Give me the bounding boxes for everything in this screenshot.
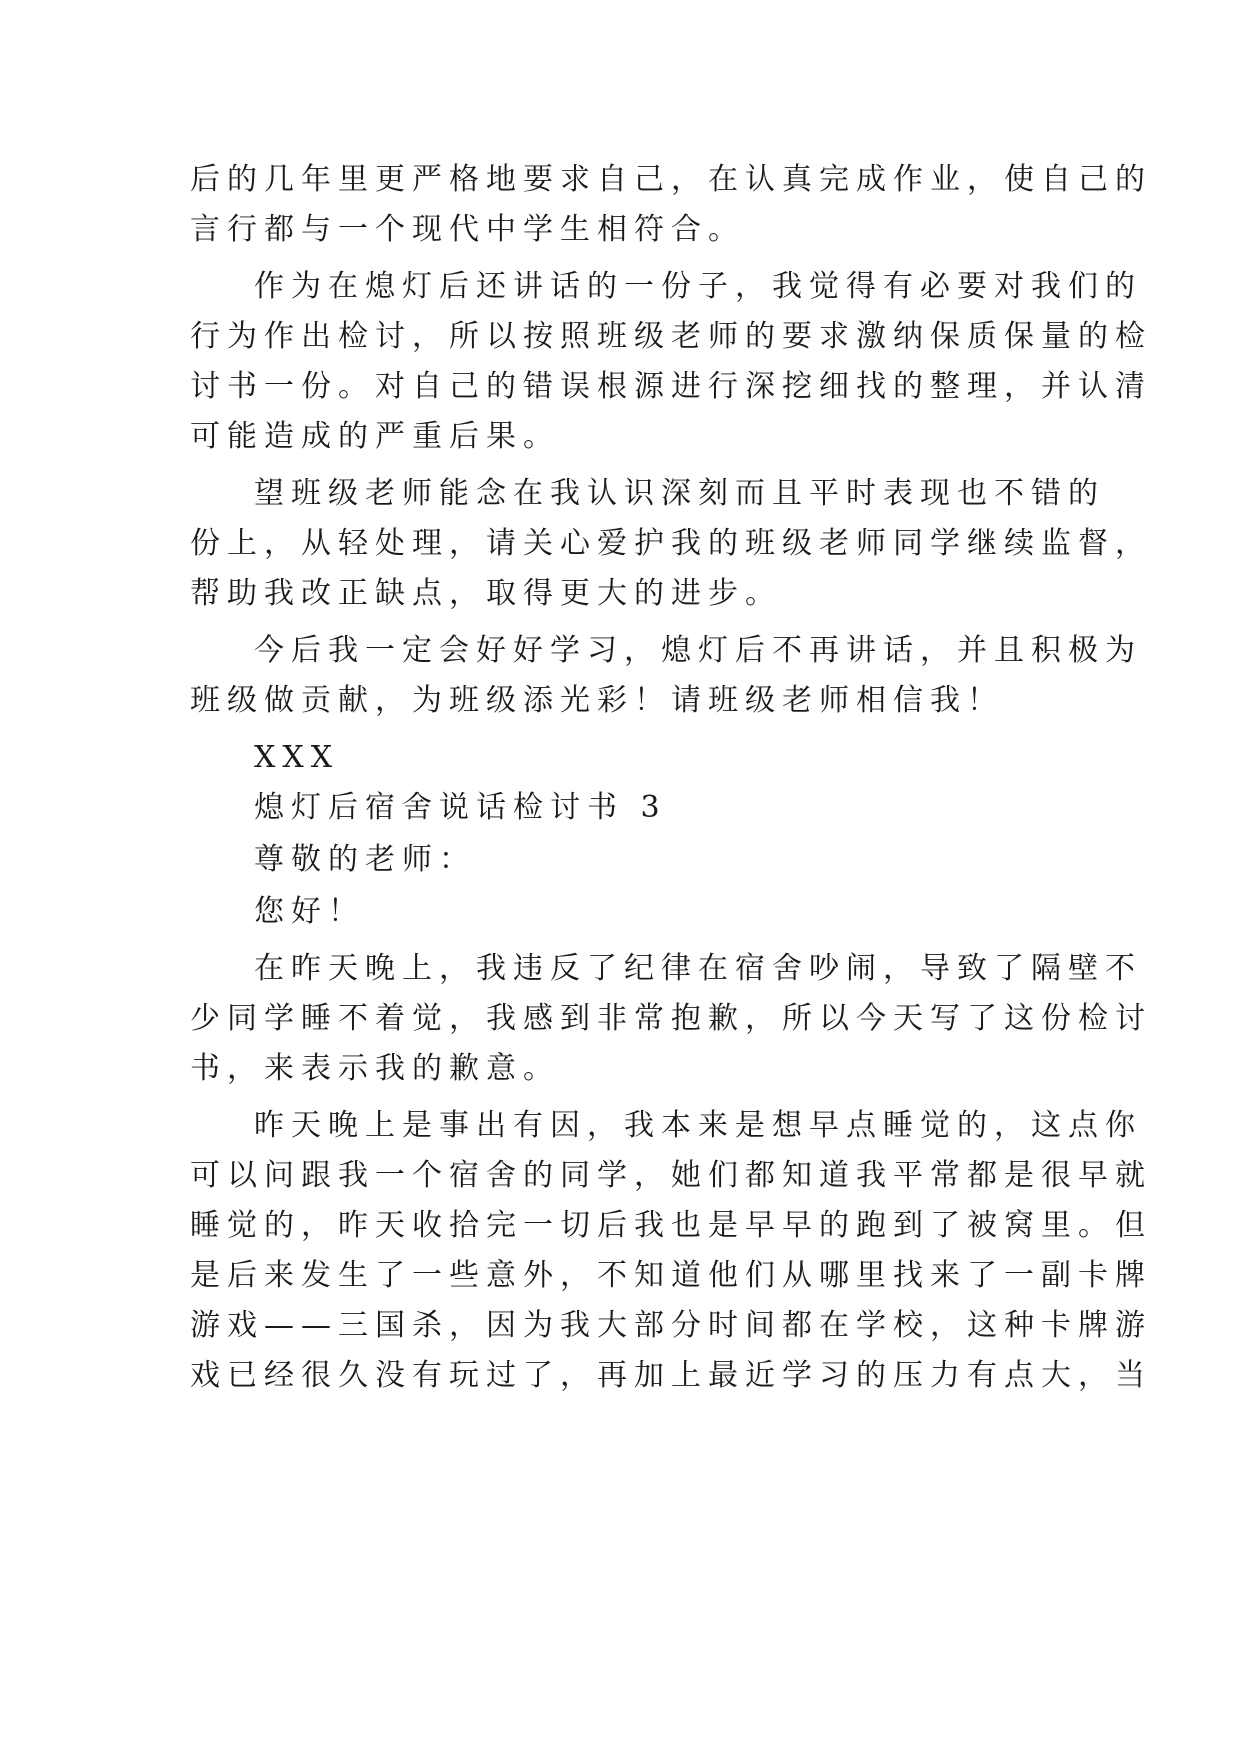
salutation: 尊敬的老师： [254, 842, 476, 877]
text-line: 讨书一份。对自己的错误根源进行深挖细找的整理，并认清 [190, 369, 1152, 404]
text-line: 言行都与一个现代中学生相符合。 [190, 212, 745, 247]
paragraph-first-line: 在昨天晚上，我违反了纪律在宿舍吵闹，导致了隔壁不 [254, 951, 1142, 986]
paragraph-first-line: 昨天晚上是事出有因，我本来是想早点睡觉的，这点你 [254, 1108, 1142, 1143]
text-line: 班级做贡献，为班级添光彩！请班级老师相信我！ [190, 683, 1004, 718]
section-title: 熄灯后宿舍说话检讨书 3 [254, 790, 667, 825]
signature: XXX [254, 740, 340, 775]
text-line: 书，来表示我的歉意。 [190, 1051, 560, 1086]
text-line: 可能造成的严重后果。 [190, 419, 560, 454]
text-line: 戏已经很久没有玩过了，再加上最近学习的压力有点大，当 [190, 1358, 1152, 1393]
text-line: 后的几年里更严格地要求自己，在认真完成作业，使自己的 [190, 162, 1152, 197]
text-line: 可以问跟我一个宿舍的同学，她们都知道我平常都是很早就 [190, 1158, 1152, 1193]
text-line: 睡觉的，昨天收拾完一切后我也是早早的跑到了被窝里。但 [190, 1208, 1152, 1243]
text-line: 份上，从轻处理，请关心爱护我的班级老师同学继续监督， [190, 526, 1152, 561]
text-line: 少同学睡不着觉，我感到非常抱歉，所以今天写了这份检讨 [190, 1001, 1152, 1036]
paragraph-first-line: 作为在熄灯后还讲话的一份子，我觉得有必要对我们的 [254, 269, 1142, 304]
text-line: 帮助我改正缺点，取得更大的进步。 [190, 576, 782, 611]
text-line: 行为作出检讨，所以按照班级老师的要求激纳保质保量的检 [190, 319, 1152, 354]
text-line: 游戏——三国杀，因为我大部分时间都在学校，这种卡牌游 [190, 1308, 1152, 1343]
text-line: 是后来发生了一些意外，不知道他们从哪里找来了一副卡牌 [190, 1258, 1152, 1293]
paragraph-first-line: 今后我一定会好好学习，熄灯后不再讲话，并且积极为 [254, 633, 1142, 668]
greeting: 您好！ [254, 894, 365, 929]
paragraph-first-line: 望班级老师能念在我认识深刻而且平时表现也不错的 [254, 476, 1105, 511]
